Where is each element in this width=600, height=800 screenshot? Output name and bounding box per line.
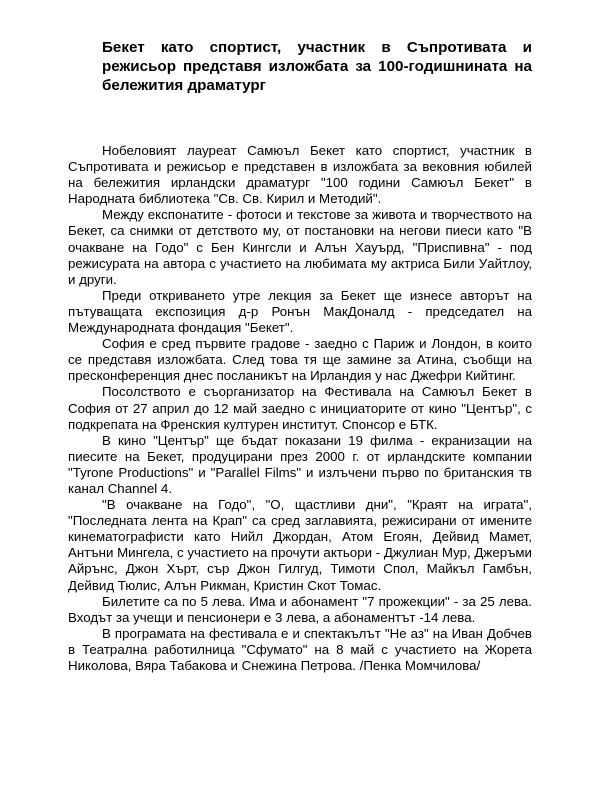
paragraph: Нобеловият лауреат Самюъл Бекет като спортист, участник в Съпротивата и режисьор е представен в изложбата за вековния юбилей на бележития ирландски драматург "100 години Самюъл Бекет" в Народната библиотека "Св. Св. Кирил и Методий". [68,143,532,207]
paragraph: Преди откриването утре лекция за Бекет ще изнесе авторът на пътуващата експозиция д-р Ронън МакДоналд - председател на Международната фондация "Бекет". [68,287,532,336]
paragraph: Между експонатите - фотоси и текстове за живота и творчеството на Бекет, са снимки от детството му, от постановки на негови пиеси като "В очакване на Годо" с Бен Кингсли и Алън Хауърд, "Приспивна" - под режисурата на автора с участието на любимата му актриса Били Уайтлоу, и други. [68,207,532,287]
document-page [68,38,532,674]
article-body [68,143,532,674]
article-title: Бекет като спортист, участник в Съпротивата и режисьор представя изложбата за 100-годишнината на бележития драматург [102,39,532,94]
paragraph: В кино "Център" ще бъдат показани 19 филма - екранизации на пиесите на Бекет, продуцирани през 2000 г. от ирландските компании "Tyrone Productions" и "Parallel Films" и излъчени първо по британския тв канал Channel 4. [68,432,532,496]
paragraph: София е сред първите градове - заедно с Париж и Лондон, в които се представя изложбата. След това тя ще замине за Атина, съобщи на пресконференция днес посланикът на Ирландия у нас Джефри Кийтинг. [68,336,532,384]
paragraph: "В очакване на Годо", "О, щастливи дни", "Краят на играта", "Последната лента на Крап" са сред заглавията, режисирани от имените кинематографисти като Нийл Джордан, Атом Егоян, Дейвид Мамет, Антъни Мингела, с участието на прочути актьори - Джулиан Мур, Джеръми Айрънс, Джон Хърт, сър Джон Гилгуд, Тимоти Спол, Майкъл Гамбън, Дейвид Тюлис, Алън Рикман, Кристин Скот Томас. [68,497,532,593]
paragraph: В програмата на фестивала е и спектакълът "Не аз" на Иван Добчев в Театрална работилница "Сфумато" на 8 май с участието на Жорета Николова, Вяра Табакова и Снежина Петрова. /Пенка Момчилова/ [68,625,532,673]
paragraph: Посолството е съорганизатор на Фестивала на Самюъл Бекет в София от 27 април до 12 май заедно с инициаторите от кино "Център", с подкрепата на Френския културен институт. Спонсор е БТК. [68,384,532,432]
paragraph: Билетите са по 5 лева. Има и абонамент "7 прожекции" - за 25 лева. Входът за учещи и пенсионери е 3 лева, а абонаментът -14 лева. [68,593,532,625]
